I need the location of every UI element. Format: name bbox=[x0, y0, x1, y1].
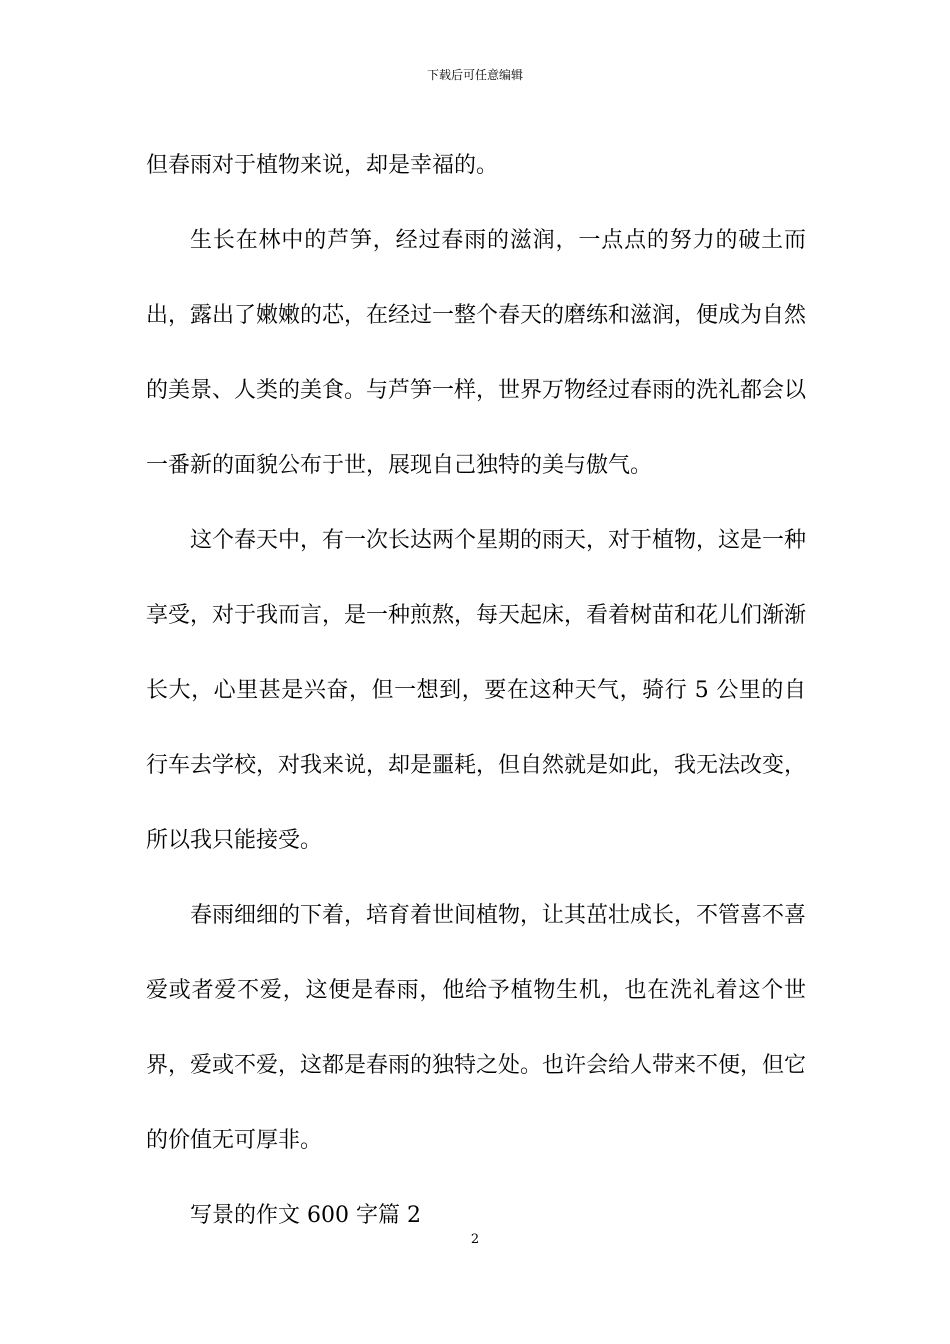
section-heading: 写景的作文 600 字篇 2 bbox=[190, 1203, 421, 1228]
paragraph-2: 生长在林中的芦笋，经过春雨的滋润，一点点的努力的破土而出，露出了嫩嫩的芯，在经过一整个春天的磨练和滋润，便成为自然的美景、人类的美食。与芦笋一样，世界万物经过春雨的洗礼都会以一番新的面貌公布于世，展现自己独特的美与傲气。 bbox=[146, 228, 807, 478]
page-number: 2 bbox=[470, 1232, 480, 1247]
paragraph-1: 但春雨对于植物来说，却是幸福的。 bbox=[146, 153, 499, 178]
document-body bbox=[146, 128, 806, 1253]
page-header: 下载后可任意编辑 bbox=[426, 68, 523, 82]
paragraph-3: 这个春天中，有一次长达两个星期的雨天，对于植物，这是一种享受，对于我而言，是一种煎熬，每天起床，看着树苗和花儿们渐渐长大，心里甚是兴奋，但一想到，要在这种天气，骑行 5 公里的自行车去学校，对我来说，却是噩耗，但自然就是如此，我无法改变，所以我只能接受。 bbox=[146, 528, 807, 853]
paragraph-4: 春雨细细的下着，培育着世间植物，让其茁壮成长，不管喜不喜爱或者爱不爱，这便是春雨，他给予植物生机，也在洗礼着这个世界，爱或不爱，这都是春雨的独特之处。也许会给人带来不便，但它的价值无可厚非。 bbox=[146, 903, 807, 1153]
